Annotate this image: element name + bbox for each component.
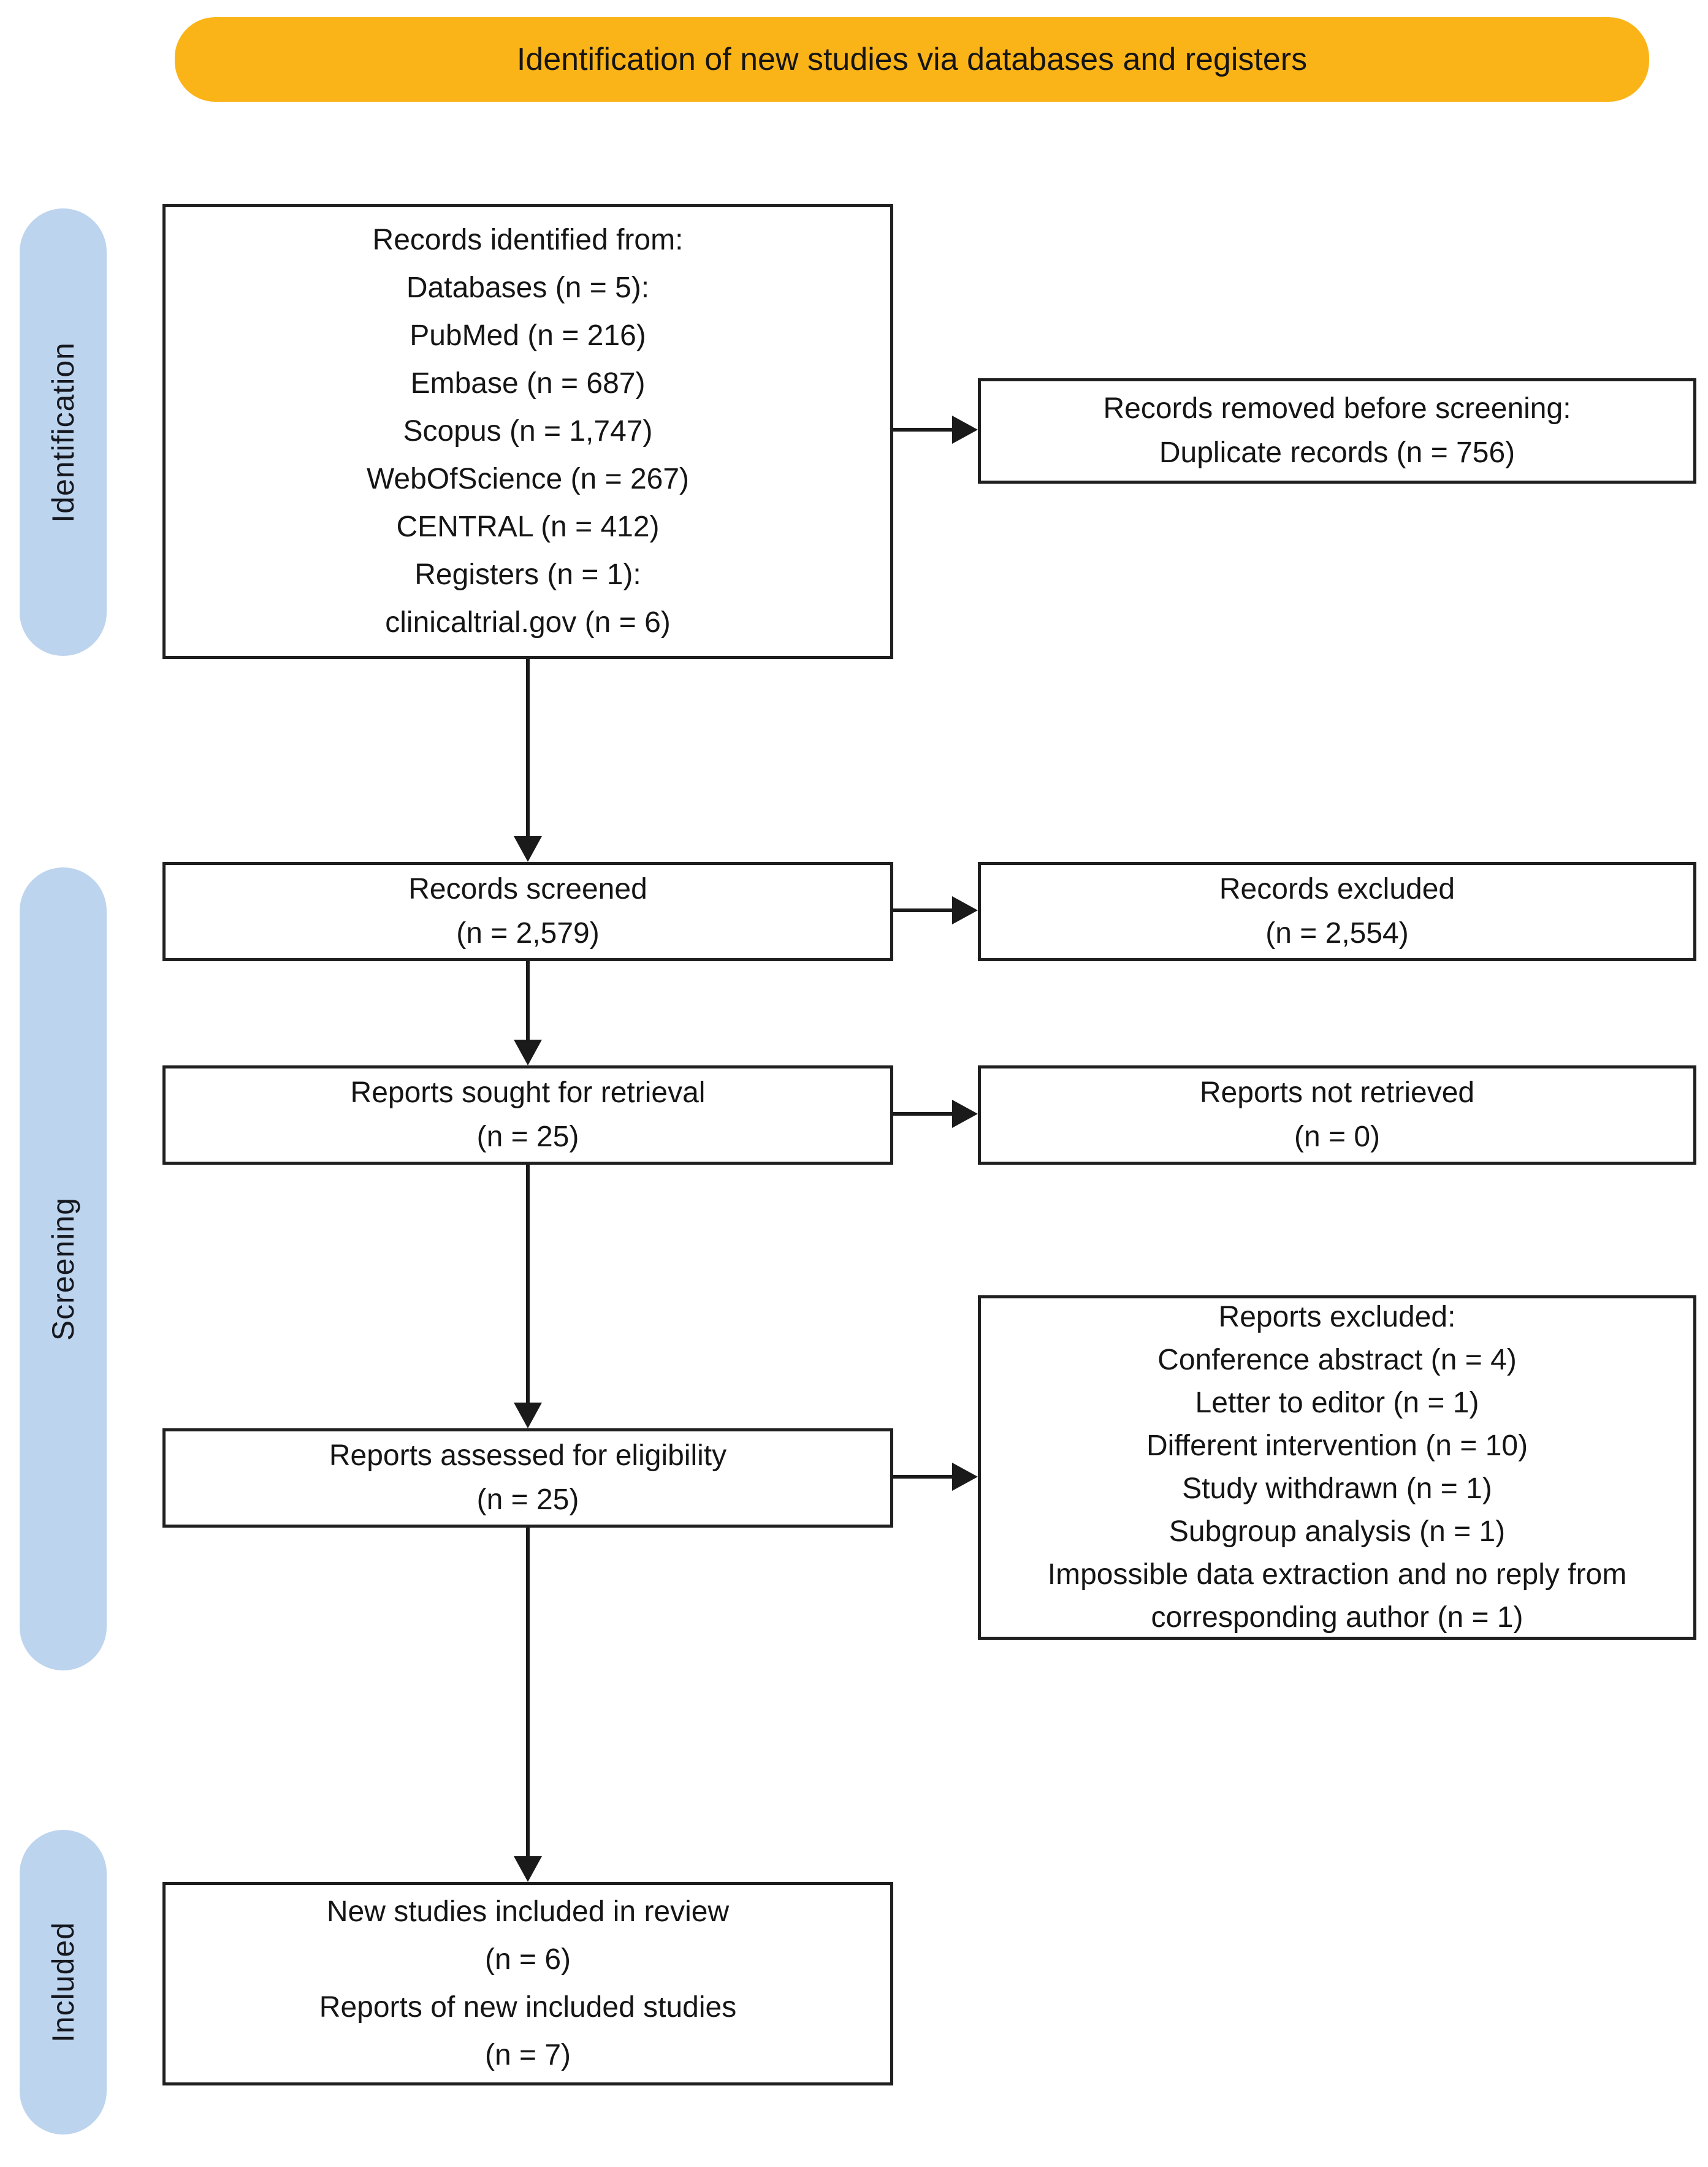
records-identified-line: Databases (n = 5):: [406, 272, 650, 304]
reports-excluded-line: Reports excluded:: [1218, 1301, 1456, 1333]
box-records-screened: [162, 862, 893, 961]
reports-sought-line: (n = 25): [476, 1121, 579, 1153]
reports-not-retrieved-line: (n = 0): [1294, 1121, 1381, 1153]
reports-sought-line: Reports sought for retrieval: [350, 1076, 706, 1109]
stage-label-screening: Screening: [46, 1197, 80, 1341]
box-reports-not-retrieved: [978, 1065, 1696, 1165]
reports-not-retrieved-line: Reports not retrieved: [1199, 1076, 1475, 1109]
arrow-sought-to-assessed: [526, 1165, 530, 1404]
box-new-studies-included: [162, 1882, 893, 2085]
new-studies-line: Reports of new included studies: [319, 1991, 737, 2024]
header-banner: [175, 17, 1649, 102]
reports-assessed-line: Reports assessed for eligibility: [329, 1439, 727, 1472]
box-records-identified: [162, 204, 893, 659]
records-identified-line: Scopus (n = 1,747): [403, 415, 653, 447]
records-excluded-line: Records excluded: [1219, 873, 1455, 905]
box-records-removed: [978, 378, 1696, 484]
reports-excluded-line: Study withdrawn (n = 1): [1182, 1472, 1492, 1505]
records-identified-line: WebOfScience (n = 267): [366, 463, 690, 495]
reports-excluded-line: Letter to editor (n = 1): [1195, 1387, 1479, 1419]
records-removed-line: Duplicate records (n = 756): [1159, 436, 1515, 469]
reports-excluded-line: Impossible data extraction and no reply from corresponding author (n = 1): [1047, 1558, 1627, 1634]
reports-excluded-line: Subgroup analysis (n = 1): [1169, 1515, 1506, 1548]
records-identified-line: PubMed (n = 216): [410, 319, 646, 352]
header-banner-title: Identification of new studies via databases and registers: [516, 41, 1308, 77]
records-identified-line: clinicaltrial.gov (n = 6): [385, 606, 671, 639]
records-identified-line: CENTRAL (n = 412): [396, 511, 660, 543]
arrow-sought-to-not-retrieved: [893, 1112, 953, 1116]
stage-label-included: Included: [46, 1921, 80, 2043]
reports-excluded-line: Conference abstract (n = 4): [1157, 1344, 1517, 1376]
records-screened-line: (n = 2,579): [456, 917, 600, 950]
reports-assessed-line: (n = 25): [476, 1483, 579, 1516]
stage-pill-screening: [20, 867, 107, 1670]
records-identified-line: Registers (n = 1):: [414, 558, 641, 591]
new-studies-line: New studies included in review: [326, 1895, 730, 1928]
records-screened-line: Records screened: [408, 873, 647, 905]
records-excluded-line: (n = 2,554): [1265, 917, 1409, 950]
box-reports-sought: [162, 1065, 893, 1165]
new-studies-line: (n = 6): [484, 1943, 571, 1976]
records-removed-line: Records removed before screening:: [1103, 392, 1571, 425]
stage-label-identification: Identification: [46, 341, 80, 523]
arrow-assessed-to-reports-excluded: [893, 1475, 953, 1479]
arrow-screened-to-excluded: [893, 908, 953, 912]
stage-pill-included: [20, 1830, 107, 2135]
arrow-identified-to-screened: [526, 659, 530, 837]
arrow-assessed-to-included: [526, 1528, 530, 1857]
reports-excluded-line: Different intervention (n = 10): [1146, 1430, 1528, 1462]
stage-pill-identification: [20, 208, 107, 656]
arrow-identified-to-removed: [893, 428, 953, 432]
arrow-screened-to-sought: [526, 961, 530, 1041]
records-identified-line: Embase (n = 687): [410, 367, 646, 400]
box-reports-excluded: [978, 1295, 1696, 1640]
box-reports-assessed: [162, 1428, 893, 1528]
records-identified-line: Records identified from:: [372, 224, 684, 256]
box-records-excluded: [978, 862, 1696, 961]
new-studies-line: (n = 7): [484, 2039, 571, 2071]
